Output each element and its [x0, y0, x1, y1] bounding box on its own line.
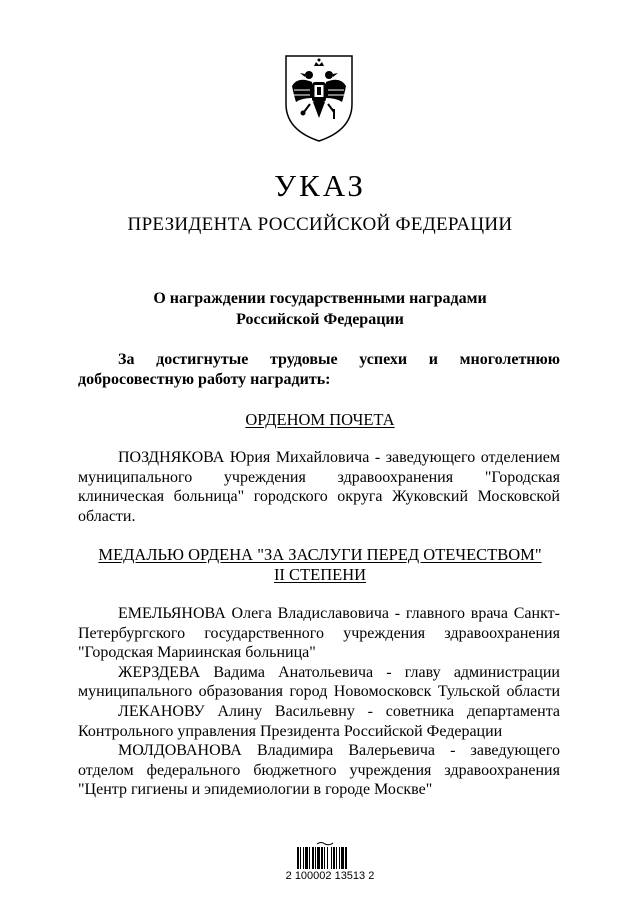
award-title-line: II СТЕПЕНИ: [273, 565, 367, 584]
decree-intro: [78, 350, 560, 390]
entry-line: МОЛДОВАНОВА Владимира Валерьевича - заведующего: [118, 742, 560, 760]
intro-word: многолетнюю: [459, 351, 560, 368]
entry-line: ПОЗДНЯКОВА Юрия Михайловича - заведующего отделением: [118, 449, 560, 466]
entry-line: ЖЕРЗДЕВА Вадима Анатольевича - главу администрации: [118, 663, 560, 681]
award-title-line: ОРДЕНОМ ПОЧЕТА: [245, 410, 395, 429]
award-entries: [78, 604, 560, 800]
award-title-order-of-honour: [0, 410, 640, 430]
entry-line: "Центр гигиены и эпидемиологии в городе Москве": [78, 781, 433, 799]
entry-line: ЛЕКАНОВУ Алину Васильевну - советника департамента: [118, 702, 560, 720]
entry-line: области.: [78, 507, 136, 525]
barcode-number: 2 100002 13513 2: [285, 870, 375, 882]
intro-word: трудовые: [269, 351, 338, 368]
intro-line: [78, 350, 560, 370]
document-title: УКАЗ: [274, 168, 366, 203]
award-title-medal: [0, 545, 640, 585]
intro-line: добросовестную работу наградить:: [78, 371, 331, 388]
entry-line: муниципального учреждения здравоохранения "Городская: [78, 468, 560, 486]
entry-line: муниципального образования город Новомосковск Тульской области: [78, 683, 560, 701]
heading-line: Российской Федерации: [236, 311, 404, 328]
entry-line: клиническая больница" городского округа Жуковский Московской: [78, 488, 560, 506]
entry-line: Контрольного управления Президента Российской Федерации: [78, 722, 503, 740]
award-entry: [78, 448, 560, 526]
document-subtitle: ПРЕЗИДЕНТА РОССИЙСКОЙ ФЕДЕРАЦИИ: [127, 214, 513, 235]
entry-line: отделом федерального бюджетного учреждения здравоохранения: [78, 761, 560, 779]
double-headed-eagle-icon: [282, 52, 356, 144]
heading-line: О награждении государственными наградами: [153, 290, 487, 307]
award-title-line: МЕДАЛЬЮ ОРДЕНА "ЗА ЗАСЛУГИ ПЕРЕД ОТЕЧЕСТВОМ": [98, 545, 542, 564]
entry-line: Петербургского государственного учреждения здравоохранения: [78, 624, 560, 642]
intro-word: и: [428, 351, 438, 368]
intro-word: достигнутые: [156, 351, 249, 368]
decree-heading: [90, 288, 550, 330]
entry-line: "Городская Мариинская больница": [78, 644, 316, 662]
intro-word: За: [118, 351, 135, 368]
intro-word: успехи: [359, 351, 408, 368]
entry-line: ЕМЕЛЬЯНОВА Олега Владиславовича - главного врача Санкт-: [118, 605, 560, 622]
